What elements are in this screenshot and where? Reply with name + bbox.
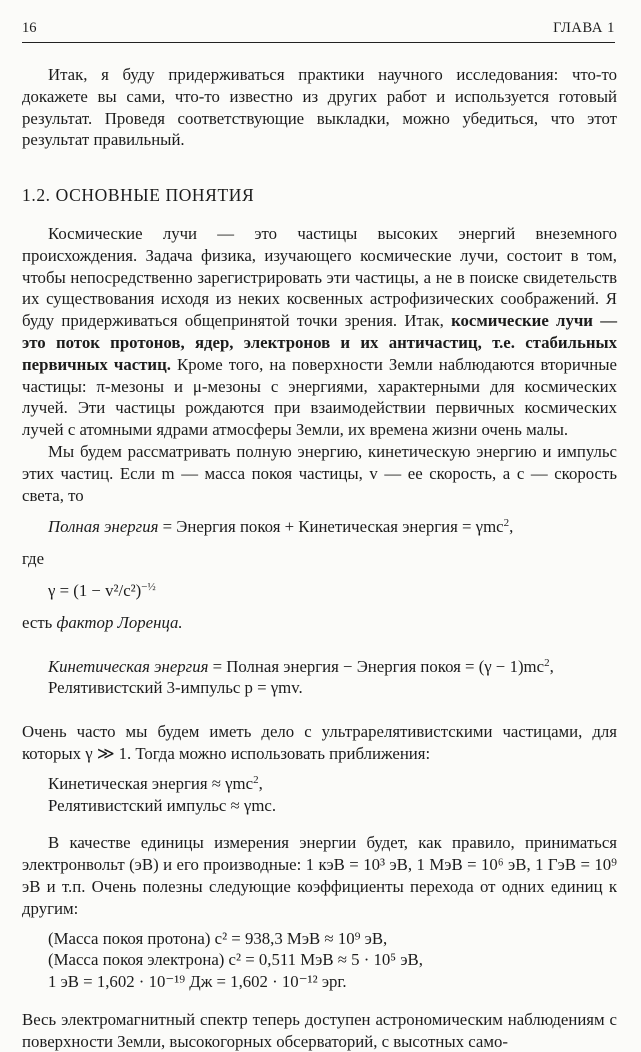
kinetic-energy-expression: = Полная энергия − Энергия покоя = (γ − 1)mc: [208, 656, 545, 676]
total-energy-expression: = Энергия покоя + Кинетическая энергия = γmc: [158, 517, 504, 537]
page-content: [22, 64, 617, 1052]
approximations-block: [48, 773, 617, 817]
kinetic-energy-end: ,: [549, 656, 554, 676]
total-energy-label: Полная энергия: [48, 517, 159, 537]
approx-kinetic: [48, 773, 617, 795]
approx-kinetic-text: Кинетическая энергия ≈ γmc: [48, 773, 254, 793]
gamma-expression: γ = (1 − v²/c²): [48, 580, 142, 600]
ev-conversion-line: 1 эВ = 1,602 · 10⁻¹⁹ Дж = 1,602 · 10⁻¹² эрг.: [48, 972, 347, 992]
electron-mass-line: (Масса покоя электрона) c² = 0,511 МэВ ≈ 5 · 10⁵ эВ,: [48, 950, 423, 970]
kinetic-energy-formula: [48, 656, 617, 678]
closing-paragraph: Весь электромагнитный спектр теперь доступен астрономическим наблюдениям с поверхности Земли, высокогорных обсерваторий, с высотных само-: [22, 1009, 617, 1051]
kinetic-energy-label: Кинетическая энергия: [48, 656, 209, 676]
chapter-title: ГЛАВА 1: [553, 20, 615, 36]
kinetic-formula-block: [48, 656, 617, 700]
approx-momentum: Релятивистский импульс ≈ γmc.: [48, 795, 277, 815]
intro-paragraph: Итак, я буду придерживаться практики научного исследования: что-то докажете вы сами, что-то известно из других работ и используется готовый результат. Проведя соответствующие выкладки, можно убедиться, что этот результат правильный.: [22, 65, 617, 150]
total-energy-formula: [48, 516, 617, 538]
superscript-2: 2: [253, 773, 259, 786]
approx-kinetic-end: ,: [258, 773, 263, 793]
lorentz-prefix: есть: [22, 612, 57, 632]
total-energy-end: ,: [509, 517, 514, 537]
gamma-formula: [48, 580, 617, 602]
conversion-block: [48, 928, 617, 993]
lorentz-line: [22, 612, 617, 634]
energy-paragraph: Мы будем рассматривать полную энергию, кинетическую энергию и импульс этих частиц. Если m — масса покоя частицы, v — ее скорость, а c — скорость света, то: [22, 441, 617, 505]
section-heading: 1.2. ОСНОВНЫЕ ПОНЯТИЯ: [22, 185, 255, 206]
superscript-2: 2: [544, 656, 550, 669]
page-number: 16: [22, 20, 37, 36]
momentum-formula: Релятивистский 3-импульс p = γmv.: [48, 678, 303, 698]
ultra-relativistic-paragraph: Очень часто мы будем иметь дело с ультрарелятивистскими частицами, для которых γ ≫ 1. Тогда можно использовать приближения:: [22, 722, 617, 763]
superscript-2: 2: [503, 517, 510, 530]
gamma-exponent: −½: [141, 580, 156, 593]
cosmic-rays-paragraph: [22, 223, 617, 441]
cosmic-rays-text-b: Кроме того, на поверхности Земли наблюдаются вторичные частицы: π-мезоны и μ-мезоны с энергиями, характерными для космических лучей. Эти частицы рождаются при взаимодействии первичных космических лучей с атомными ядрами атмосферы Земли, их времена жизни очень малы.: [22, 354, 617, 440]
cosmic-rays-definition: космические лучи — это поток протонов, ядер, электронов и их античастиц, т.е. стабильных первичных частиц.: [22, 311, 618, 374]
units-paragraph: В качестве единицы измерения энергии будет, как правило, приниматься электронвольт (эВ) и его производные: 1 кэВ = 10³ эВ, 1 МэВ = 10⁶ эВ, 1 ГэВ = 10⁹ эВ и т.п. Очень полезны следующие коэффициенты перехода от одних единиц к другим:: [22, 833, 617, 918]
proton-mass-line: (Масса покоя протона) c² = 938,3 МэВ ≈ 10⁹ эВ,: [48, 928, 388, 948]
cosmic-rays-text-a: Космические лучи — это частицы высоких энергий внеземного происхождения. Задача физика, изучающего космические лучи, состоит в том, чтобы непосредственно зарегистрировать эти частицы, а не в поиске свидетельств их существования исходя из неких косвенных астрофизических соображений. Я буду придерживаться общепринятой точки зрения. Итак,: [22, 223, 617, 331]
lorentz-factor-term: фактор Лоренца.: [56, 612, 183, 632]
page-header: [22, 16, 615, 43]
where-text: где: [22, 549, 45, 569]
